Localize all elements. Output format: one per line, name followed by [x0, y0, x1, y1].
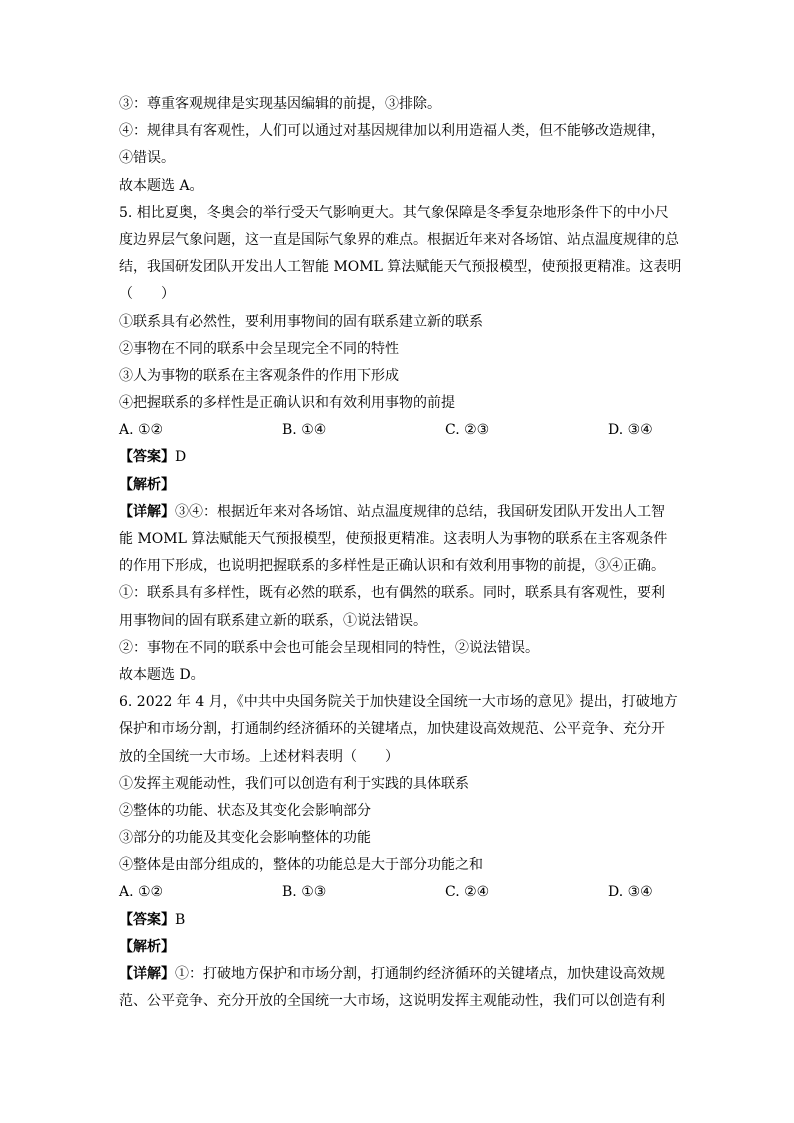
q6-option-a: A. ①② — [119, 884, 164, 901]
q5-options — [119, 417, 679, 444]
q6-answer — [119, 907, 679, 934]
q5-answer-tag: 【答案】 — [119, 449, 175, 466]
q6-stem-line-3: 放的全国统一大市场。上述材料表明（ ） — [119, 748, 399, 765]
q5-answer — [119, 444, 679, 471]
q5-stem-line-3: 结，我国研发团队开发出人工智能 MOML 算法赋能天气预报模型，使预报更精准。这表明 — [119, 259, 682, 276]
q5-stem-line-2: 度边界层气象问题，这一直是国际气象界的难点。根据近年来对各场馆、站点温度规律的总 — [119, 231, 679, 248]
q5-item-1: ①联系具有必然性，要利用事物间的固有联系建立新的联系 — [119, 313, 483, 330]
q5-option-c: C. ②③ — [445, 422, 490, 439]
q6-answer-tag: 【答案】 — [119, 911, 175, 928]
q6-options — [119, 879, 679, 906]
q6-item-1: ①发挥主观能动性，我们可以创造有利于实践的具体联系 — [119, 775, 469, 792]
prev-analysis-line-3: ④错误。 — [119, 150, 175, 167]
q5-item-4: ④把握联系的多样性是正确认识和有效利用事物的前提 — [119, 395, 455, 412]
q6-stem-line-2: 保护和市场分割，打通制约经济循环的关键堵点，加快建设高效规范、公平竞争、充分开 — [119, 721, 665, 738]
q6-option-b: B. ①③ — [282, 884, 327, 901]
q6-analysis-tag: 【解析】 — [119, 938, 175, 955]
q6-detail-line-2: 范、公平竞争、充分开放的全国统一大市场，这说明发挥主观能动性，我们可以创造有利 — [119, 993, 665, 1010]
q5-stem-line-4: （ ） — [119, 286, 175, 303]
q5-analysis-tag: 【解析】 — [119, 476, 175, 493]
q6-answer-value: B — [175, 911, 186, 928]
q6-detail-text-1: ①：打破地方保护和市场分割，打通制约经济循环的关键堵点，加快建设高效规 — [175, 966, 665, 982]
q5-option-d: D. ③④ — [608, 422, 653, 439]
q5-detail-line-5: 用事物间的固有联系建立新的联系，①说法错误。 — [119, 612, 427, 629]
q6-detail-tag: 【详解】 — [119, 966, 175, 982]
q6-option-c: C. ②④ — [445, 884, 490, 901]
q6-stem-line-1: 6. 2022 年 4 月，《中共中央国务院关于加快建设全国统一大市场的意见》提出，打破地方 — [119, 694, 678, 711]
q6-item-3: ③部分的功能及其变化会影响整体的功能 — [119, 830, 371, 847]
q5-detail-line-2: 能 MOML 算法赋能天气预报模型，使预报更精准。这表明人为事物的联系在主客观条件 — [119, 531, 668, 547]
prev-conclusion: 故本题选 A。 — [119, 177, 204, 194]
q5-option-a: A. ①② — [119, 422, 164, 439]
q6-item-4: ④整体是由部分组成的，整体的功能总是大于部分功能之和 — [119, 857, 483, 874]
q5-stem-line-1: 5. 相比夏奥，冬奥会的举行受天气影响更大。其气象保障是冬季复杂地形条件下的中小尺 — [119, 204, 669, 221]
q5-answer-value: D — [175, 449, 187, 466]
q5-detail-tag: 【详解】 — [119, 503, 175, 520]
document-page — [119, 91, 682, 1015]
q5-detail-text-1: ③④：根据近年来对各场馆、站点温度规律的总结，我国研发团队开发出人工智 — [175, 503, 665, 520]
q5-option-b: B. ①④ — [282, 422, 327, 439]
q5-detail-line-1 — [119, 499, 679, 526]
q5-conclusion: 故本题选 D。 — [119, 666, 205, 683]
q6-detail-line-1 — [119, 961, 679, 988]
q6-option-d: D. ③④ — [608, 884, 653, 901]
prev-analysis-line-2: ④：规律具有客观性，人们可以通过对基因规律加以利用造福人类，但不能够改造规律， — [119, 123, 665, 140]
q5-item-2: ②事物在不同的联系中会呈现完全不同的特性 — [119, 340, 399, 357]
q5-detail-line-6: ②：事物在不同的联系中会也可能会呈现相同的特性，②说法错误。 — [119, 639, 539, 656]
q5-detail-line-3: 的作用下形成，也说明把握联系的多样性是正确认识和有效利用事物的前提，③④正确。 — [119, 558, 665, 575]
q5-item-3: ③人为事物的联系在主客观条件的作用下形成 — [119, 367, 399, 384]
q6-item-2: ②整体的功能、状态及其变化会影响部分 — [119, 802, 371, 819]
q5-detail-line-4: ①：联系具有多样性，既有必然的联系，也有偶然的联系。同时，联系具有客观性，要利 — [119, 585, 665, 602]
prev-analysis-line-1: ③：尊重客观规律是实现基因编辑的前提，③排除。 — [119, 96, 441, 112]
